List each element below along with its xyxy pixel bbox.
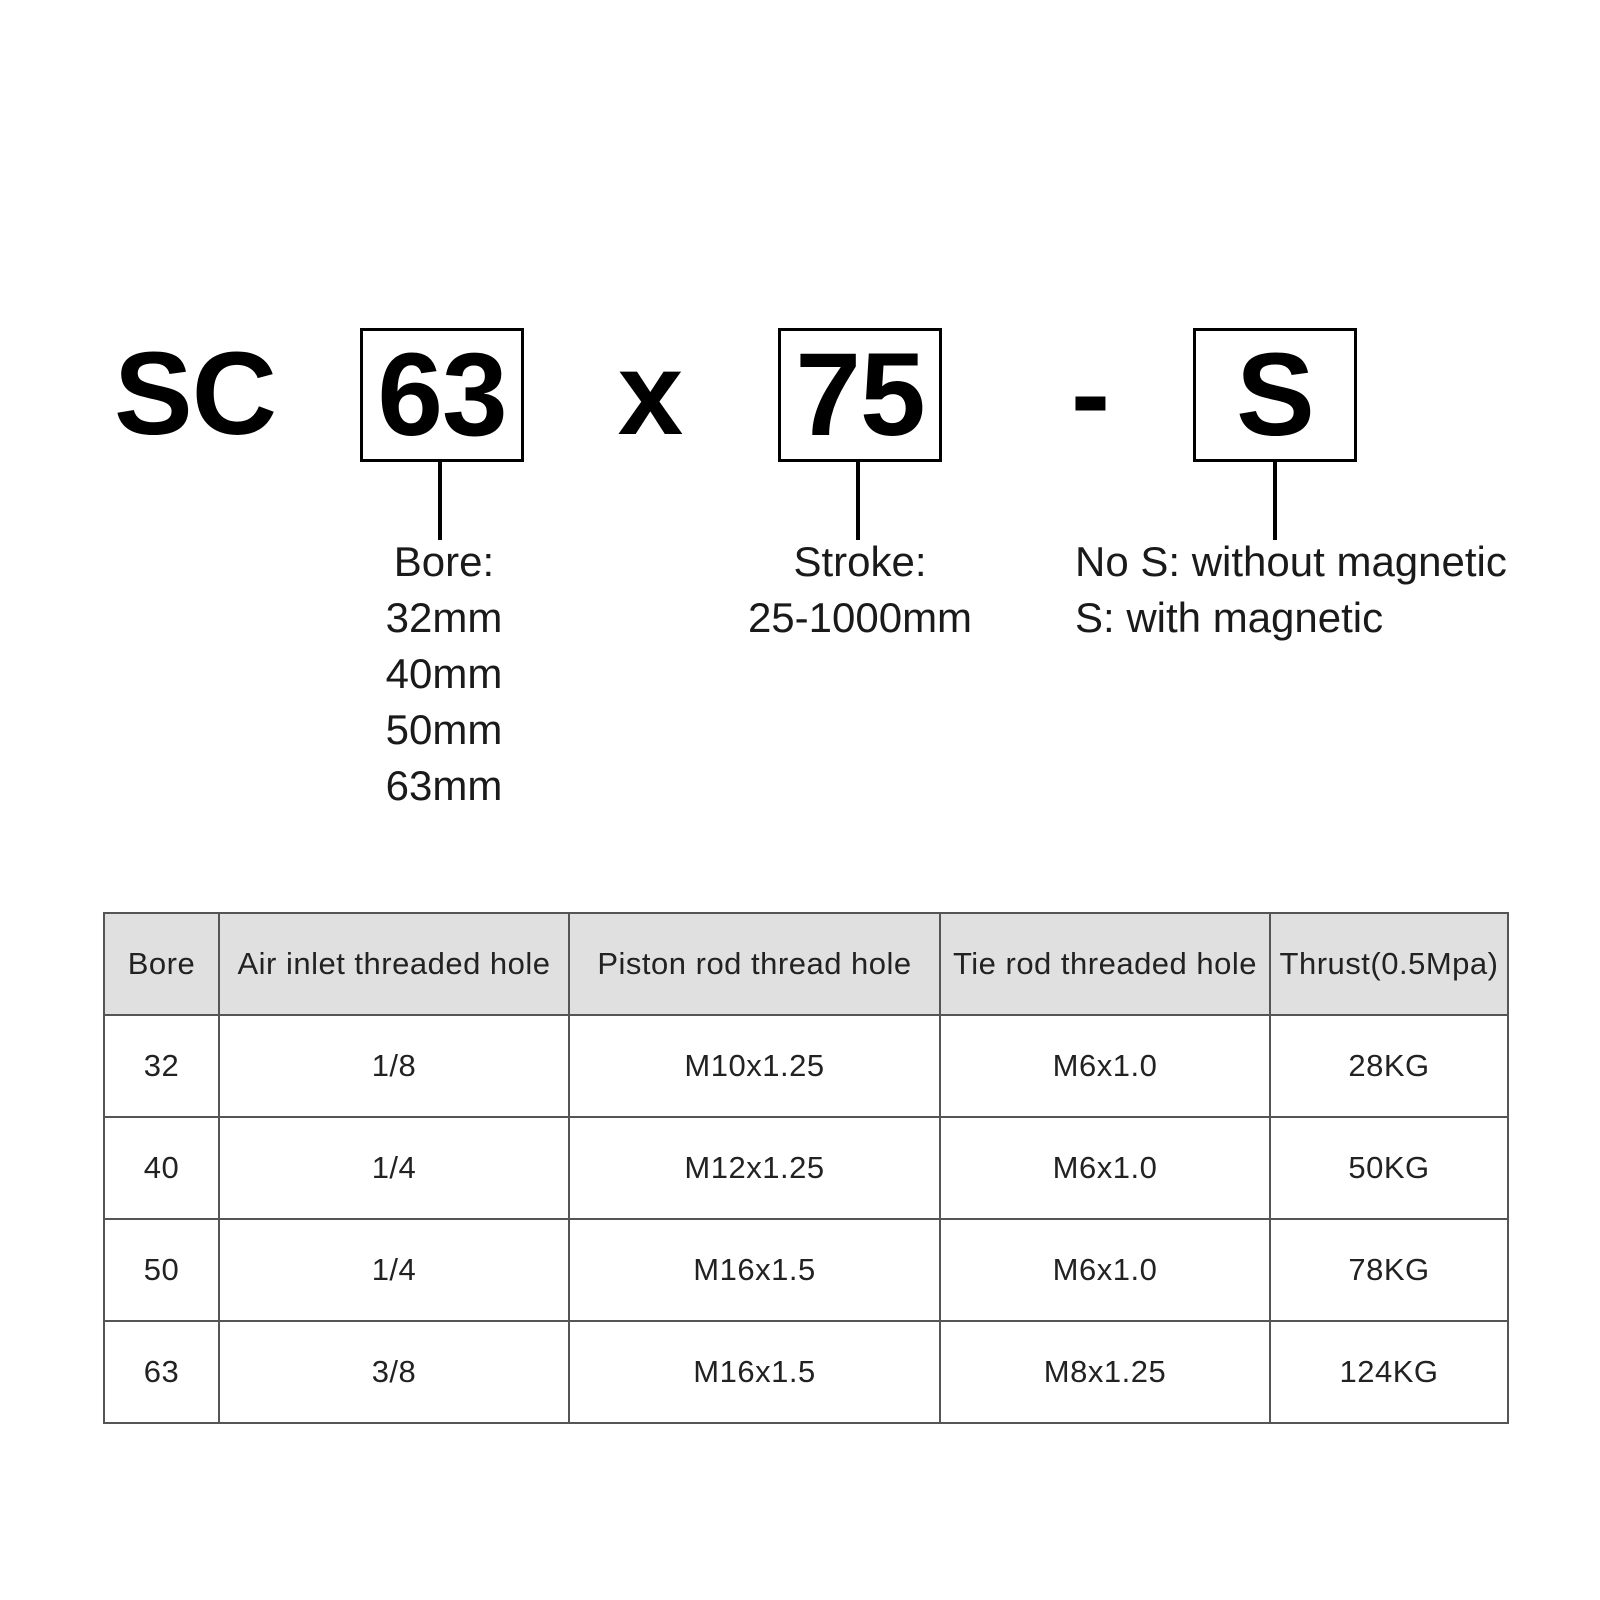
stroke-range: 25-1000mm	[747, 594, 973, 641]
bore-code-value: 63	[377, 329, 507, 461]
table-cell: 63	[104, 1321, 219, 1423]
column-header-thrust: Thrust(0.5Mpa)	[1270, 913, 1508, 1015]
column-header-air-inlet: Air inlet threaded hole	[219, 913, 569, 1015]
table-cell: M6x1.0	[940, 1015, 1270, 1117]
table-cell: M8x1.25	[940, 1321, 1270, 1423]
table-cell: M6x1.0	[940, 1117, 1270, 1219]
bore-code-box	[360, 328, 524, 462]
table-cell: 78KG	[1270, 1219, 1508, 1321]
table-cell: 1/4	[219, 1219, 569, 1321]
table-row	[104, 1219, 1508, 1321]
table-cell: M12x1.25	[569, 1117, 940, 1219]
magnetic-description-line: No S: without magnetic	[1075, 538, 1507, 585]
table-cell: M6x1.0	[940, 1219, 1270, 1321]
separator-dash: -	[1070, 328, 1110, 460]
bore-option: 50mm	[385, 706, 503, 753]
bore-connector-line	[438, 462, 442, 540]
bore-option: 32mm	[385, 594, 503, 641]
magnetic-description	[1075, 534, 1575, 646]
table-row	[104, 1015, 1508, 1117]
separator-x: x	[617, 328, 683, 460]
table-cell: 50KG	[1270, 1117, 1508, 1219]
column-header-piston-rod: Piston rod thread hole	[569, 913, 940, 1015]
stroke-description	[720, 534, 1000, 646]
table-row	[104, 1321, 1508, 1423]
magnetic-connector-line	[1273, 462, 1277, 540]
table-header-row	[104, 913, 1508, 1015]
table-cell: 50	[104, 1219, 219, 1321]
column-header-tie-rod: Tie rod threaded hole	[940, 913, 1270, 1015]
table-cell: M16x1.5	[569, 1219, 940, 1321]
column-header-bore: Bore	[104, 913, 219, 1015]
table-row	[104, 1117, 1508, 1219]
stroke-code-value: 75	[795, 329, 925, 461]
series-code: SC	[114, 328, 276, 460]
table-cell: M10x1.25	[569, 1015, 940, 1117]
stroke-connector-line	[856, 462, 860, 540]
magnetic-code-value: S	[1236, 329, 1314, 461]
bore-description-title: Bore:	[393, 538, 495, 585]
table-cell: 1/4	[219, 1117, 569, 1219]
table-cell: 124KG	[1270, 1321, 1508, 1423]
stroke-description-title: Stroke:	[793, 538, 927, 585]
bore-option: 63mm	[385, 762, 503, 809]
table-cell: 1/8	[219, 1015, 569, 1117]
bore-option: 40mm	[385, 650, 503, 697]
table-cell: 40	[104, 1117, 219, 1219]
spec-table	[103, 912, 1509, 1424]
stroke-code-box	[778, 328, 942, 462]
bore-description	[330, 534, 558, 814]
table-cell: 3/8	[219, 1321, 569, 1423]
magnetic-code-box	[1193, 328, 1357, 462]
magnetic-description-line: S: with magnetic	[1075, 594, 1384, 641]
table-cell: 28KG	[1270, 1015, 1508, 1117]
table-cell: 32	[104, 1015, 219, 1117]
table-cell: M16x1.5	[569, 1321, 940, 1423]
